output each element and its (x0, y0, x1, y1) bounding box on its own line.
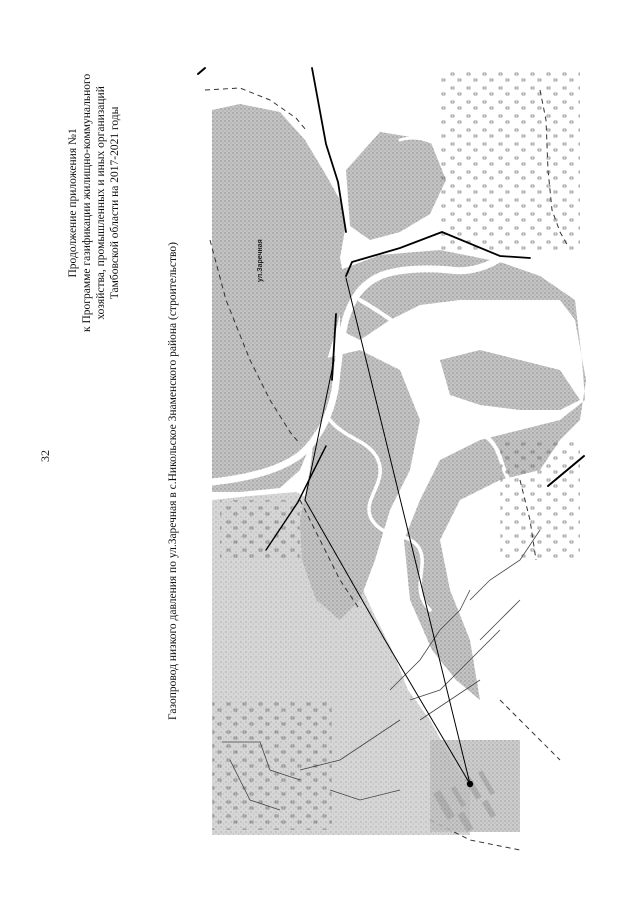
header-line-2: к Программе газификации жилищно-коммунального (81, 73, 93, 332)
wetland-area-mid (300, 350, 420, 620)
village-block-fill (430, 740, 520, 832)
header-line-3: хозяйства, промышленных и иных организаций (95, 86, 107, 320)
map-title: Газопровод низкого давления по ул.Заречная в с.Никольское Знаменского района (строительство) (167, 242, 179, 720)
page-number: 32 (38, 450, 52, 462)
village-houses-northeast (440, 70, 580, 250)
street-label: ул.Заречная (257, 239, 264, 282)
header-line-1: Продолжение приложения №1 (67, 128, 79, 278)
wetland-area-east-2 (440, 350, 580, 410)
village-houses-west (212, 700, 332, 830)
wetland-area-east-1 (346, 132, 446, 240)
pipeline-endpoint-marker (467, 781, 473, 787)
header-line-4: Тамбовской области на 2017-2021 годы (109, 106, 121, 300)
village-houses-center (220, 500, 300, 560)
pipeline-top-corner (198, 68, 205, 74)
village-houses-east (500, 440, 580, 560)
